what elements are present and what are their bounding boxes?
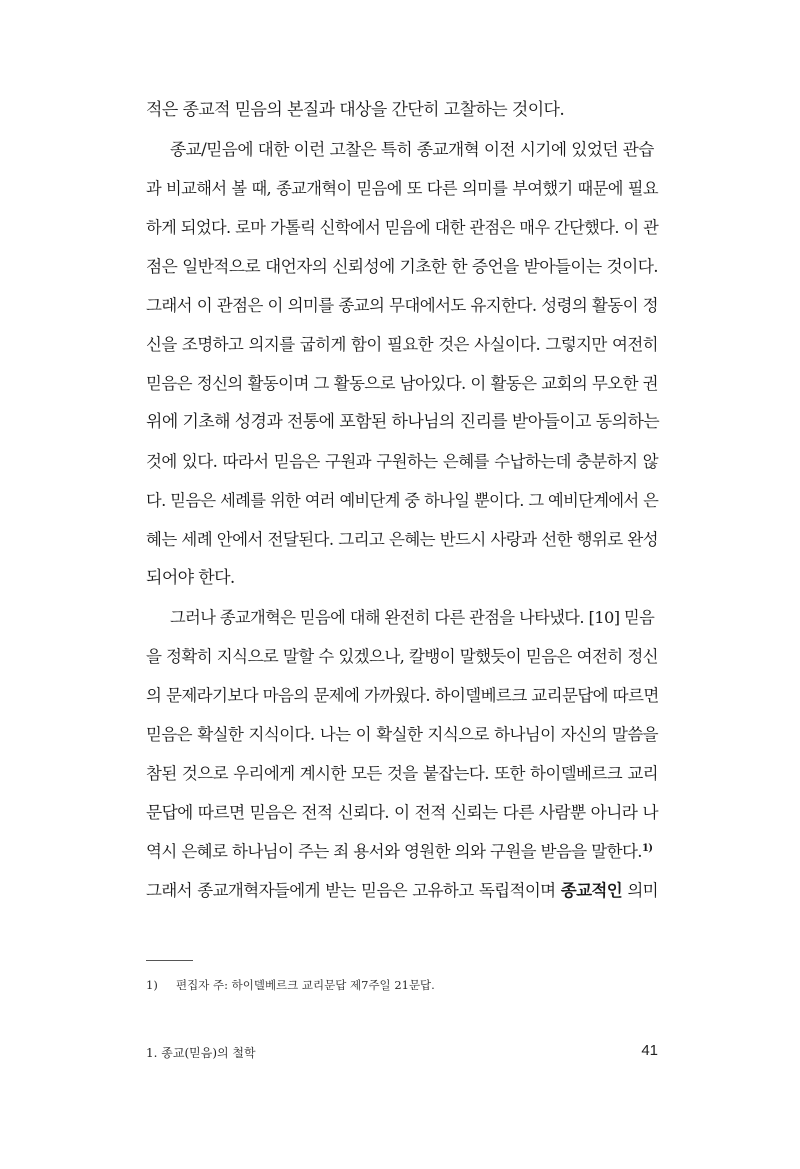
paragraph-line: 믿음은 확실한 지식이다. 나는 이 확실한 지식으로 하나님이 자신의 말씀을 <box>146 725 658 744</box>
footnote-text: 편집자 주: 하이델베르크 교리문답 제7주일 21문답. <box>176 978 435 992</box>
footnote-divider <box>146 960 193 961</box>
paragraph-line: 점은 일반적으로 대언자의 신뢰성에 기초한 한 증언을 받아들이는 것이다. <box>146 256 658 276</box>
footnote-number: 1) <box>146 978 158 992</box>
paragraph-line: 을 정확히 지식으로 말할 수 있겠으나, 칼뱅이 말했듯이 믿음은 여전히 정신 <box>146 647 658 666</box>
paragraph-line: 다. 믿음은 세례를 위한 여러 예비단계 중 하나일 뿐이다. 그 예비단계에서 은 <box>146 491 659 510</box>
paragraph-line: 문답에 따르면 믿음은 전적 신뢰다. 이 전적 신뢰는 다른 사람뿐 아니라 나 <box>146 802 658 822</box>
paragraph-line-with-emphasis <box>146 871 658 910</box>
paragraph-line: 그러나 종교개혁은 믿음에 대해 완전히 다른 관점을 나타냈다. [10] 믿음 <box>170 608 655 627</box>
paragraph-line: 하게 되었다. 로마 가톨릭 신학에서 믿음에 대한 관점은 매우 간단했다. 이 관 <box>146 218 659 237</box>
line-text-before: 그래서 종교개혁자들에게 받는 믿음은 고유하고 독립적이며 <box>146 881 556 900</box>
paragraph-line: 것에 있다. 따라서 믿음은 구원과 구원하는 은혜를 수납하는데 충분하지 않 <box>146 452 658 471</box>
paragraph-line-with-footnote <box>146 832 658 871</box>
paragraph-line: 믿음은 정신의 활동이며 그 활동으로 남아있다. 이 활동은 교회의 무오한 권 <box>146 374 658 393</box>
paragraph-line: 되어야 한다. <box>146 568 235 588</box>
paragraph-line-text: 역시 은혜로 하나님이 주는 죄 용서와 영원한 의와 구원을 받음을 말한다. <box>146 842 642 861</box>
bold-emphasis: 종교적인 <box>560 881 623 900</box>
page-number: 41 <box>641 1042 658 1059</box>
running-footer-chapter: 1. 종교(믿음)의 철학 <box>146 1046 256 1060</box>
paragraph-line: 위에 기초해 성경과 전통에 포함된 하나님의 진리를 받아들이고 동의하는 <box>146 412 660 432</box>
line-text-after: 의미 <box>627 881 658 900</box>
paragraph-line: 의 문제라기보다 마음의 문제에 가까웠다. 하이델베르크 교리문답에 따르면 <box>146 686 659 705</box>
paragraph-line: 적은 종교적 믿음의 본질과 대상을 간단히 고찰하는 것이다. <box>146 100 565 120</box>
paragraph-line: 그래서 이 관점은 이 의미를 종교의 무대에서도 유지한다. 성령의 활동이 정 <box>146 296 658 315</box>
footnote-marker[interactable]: 1) <box>641 843 653 854</box>
paragraph-line: 혜는 세례 안에서 전달된다. 그리고 은혜는 반드시 사랑과 선한 행위로 완성 <box>146 530 658 549</box>
paragraph-line: 과 비교해서 볼 때, 종교개혁이 믿음에 또 다른 의미를 부여했기 때문에 필요 <box>146 179 658 198</box>
paragraph-line: 참된 것으로 우리에게 계시한 모든 것을 붙잡는다. 또한 하이델베르크 교리 <box>146 764 658 783</box>
footnote <box>146 977 435 993</box>
paragraph-line: 종교/믿음에 대한 이런 고찰은 특히 종교개혁 이전 시기에 있었던 관습 <box>170 139 654 159</box>
paragraph-line: 신을 조명하고 의지를 굽히게 함이 필요한 것은 사실이다. 그렇지만 여전히 <box>146 335 658 354</box>
body-text <box>146 91 658 910</box>
